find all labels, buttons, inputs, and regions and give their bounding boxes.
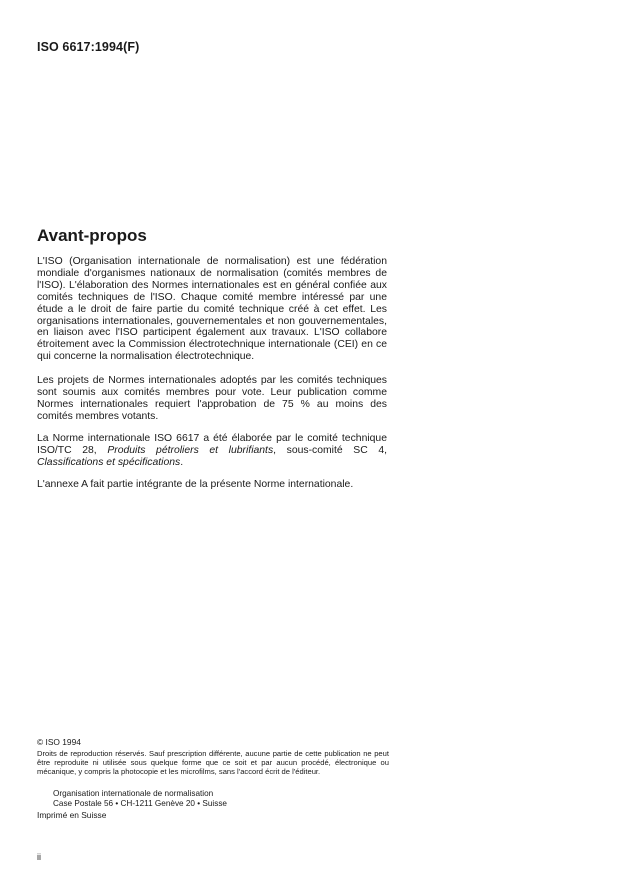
printed-in: Imprimé en Suisse — [37, 810, 107, 820]
foreword-paragraph-3 — [37, 433, 387, 469]
organization-address-block — [53, 789, 227, 809]
committee-title: Produits pétroliers et lubrifiants — [107, 444, 274, 456]
subcommittee-title: Classifications et spécifications — [37, 456, 181, 468]
foreword-paragraph-1: L'ISO (Organisation internationale de normalisation) est une fédération mondiale d'organismes nationaux de normalisation (comités membres de l'ISO). L'élaboration des Normes internationales est en général confiée aux comités techniques de l'ISO. Chaque comité membre intéressé par une étude a le droit de faire partie du comité technique créé à cet effet. Les organisations internationales, gouvernementales et non gouvernementales, en liaison avec l'ISO participent également aux travaux. L'ISO collabore étroitement avec la Commission électrotechnique internationale (CEI) en ce qui concerne la normalisation électrotechnique. — [37, 256, 387, 363]
page-number: ii — [37, 852, 41, 862]
foreword-paragraph-2: Les projets de Normes internationales adoptés par les comités techniques sont soumis aux comités membres pour vote. Leur publication comme Normes internationales requiert l'approbation de 75 % au moins des comités membres votants. — [37, 375, 387, 422]
section-title: Avant-propos — [37, 226, 147, 245]
paragraph-3-text: . — [180, 456, 184, 468]
paragraph-3-text: , sous-comité SC 4, — [273, 444, 387, 456]
organization-name: Organisation internationale de normalisation — [53, 789, 214, 798]
copyright-notice: © ISO 1994 — [37, 737, 81, 747]
rights-notice: Droits de reproduction réservés. Sauf prescription différente, aucune partie de cette publication ne peut être reproduite ni utilisée sous quelque forme que ce soit et par aucun procédé, électronique ou mécanique, y compris la photocopie et les microfilms, sans l'accord écrit de l'éditeur. — [37, 749, 389, 776]
foreword-paragraph-4: L'annexe A fait partie intégrante de la présente Norme internationale. — [37, 479, 354, 490]
document-id: ISO 6617:1994(F) — [37, 40, 140, 54]
postal-address: Case Postale 56 • CH-1211 Genève 20 • Suisse — [53, 798, 227, 808]
paragraph-3-text: La Norme internationale ISO 6617 a été élaborée par le comité technique ISO/TC 28, — [37, 433, 387, 456]
